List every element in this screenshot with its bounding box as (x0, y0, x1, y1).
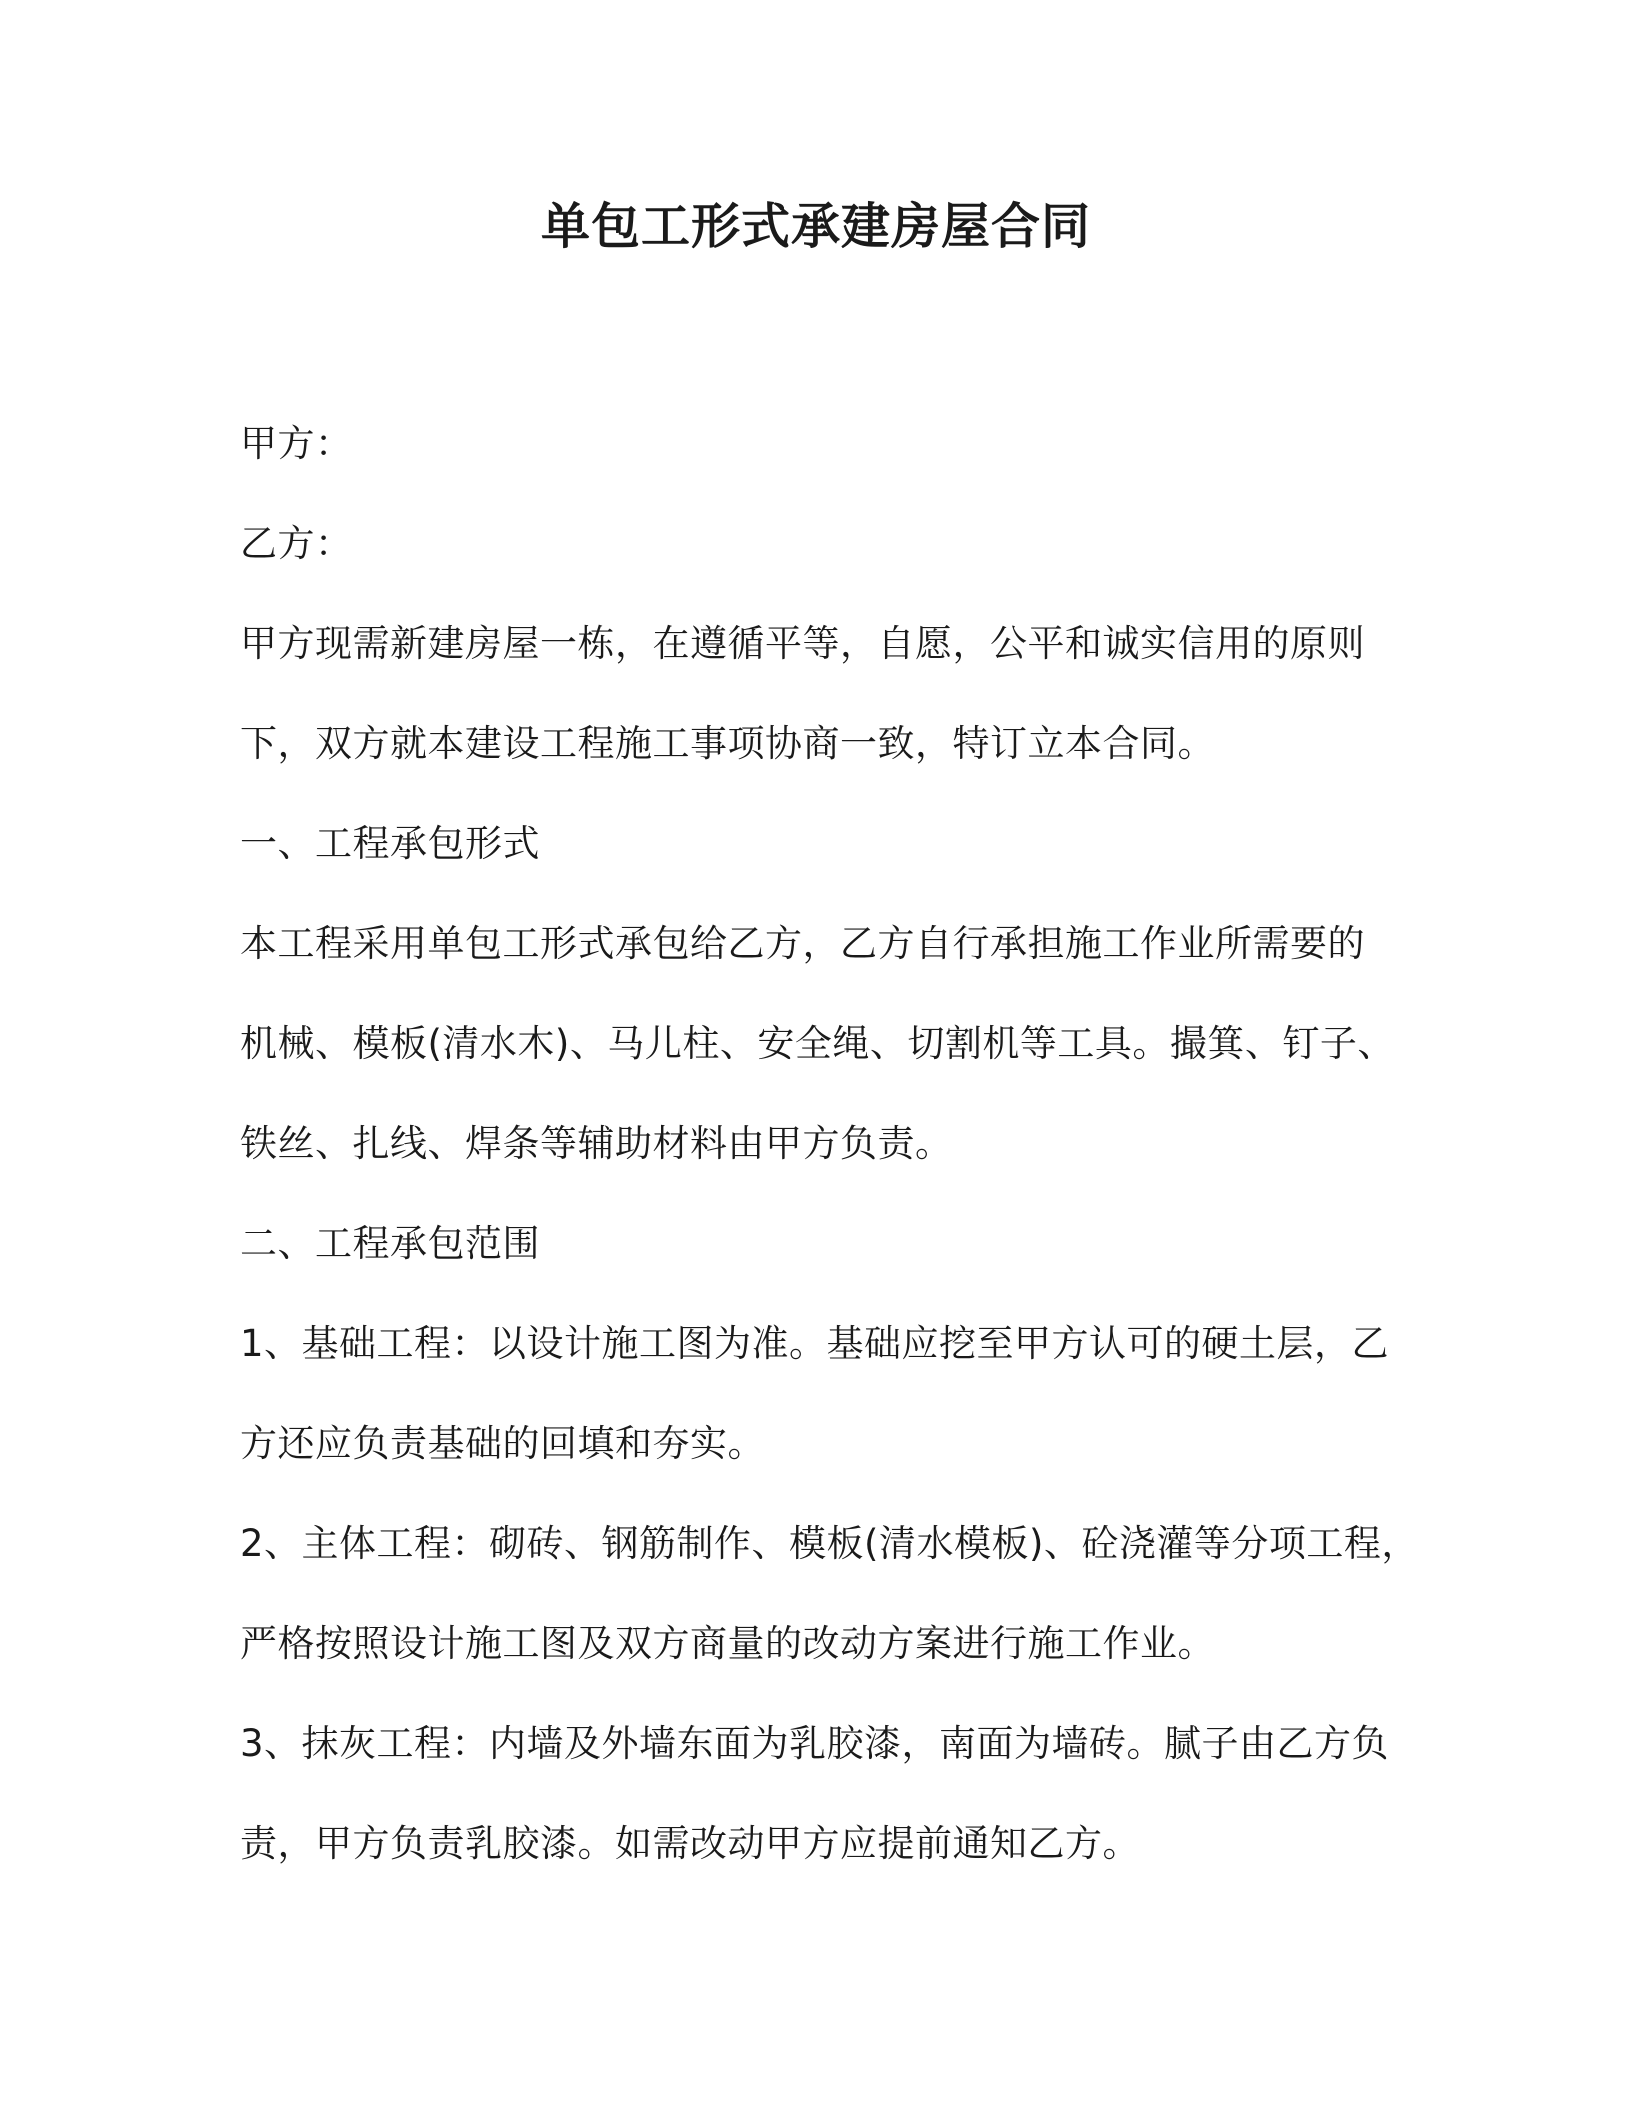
section-1-heading: 一、工程承包形式 (240, 822, 540, 865)
item-2-line-2: 严格按照设计施工图及双方商量的改动方案进行施工作业。 (240, 1622, 1215, 1665)
preamble-line-1: 甲方现需新建房屋一栋，在遵循平等，自愿，公平和诚实信用的原则 (240, 622, 1365, 665)
preamble-line-2: 下，双方就本建设工程施工事项协商一致，特订立本合同。 (240, 722, 1215, 765)
section-1-line-3: 铁丝、扎线、焊条等辅助材料由甲方负责。 (240, 1122, 953, 1165)
section-1-line-1: 本工程采用单包工形式承包给乙方，乙方自行承担施工作业所需要的 (240, 922, 1365, 965)
item-1-line-2: 方还应负责基础的回填和夯实。 (240, 1422, 765, 1465)
item-2-line-1: 2、主体工程：砌砖、钢筋制作、模板(清水模板)、砼浇灌等分项工程， (240, 1522, 1419, 1565)
item-1-line-1: 1、基础工程：以设计施工图为准。基础应挖至甲方认可的硬土层，乙 (240, 1322, 1390, 1365)
party-a-line: 甲方： (240, 422, 353, 465)
party-b-line: 乙方： (240, 522, 353, 565)
item-3-line-1: 3、抹灰工程：内墙及外墙东面为乳胶漆，南面为墙砖。腻子由乙方负 (240, 1722, 1390, 1765)
item-3-line-2: 责，甲方负责乳胶漆。如需改动甲方应提前通知乙方。 (240, 1822, 1140, 1865)
section-1-line-2: 机械、模板(清水木)、马儿柱、安全绳、切割机等工具。撮箕、钉子、 (240, 1022, 1395, 1065)
section-2-heading: 二、工程承包范围 (240, 1222, 540, 1265)
document-title: 单包工形式承建房屋合同 (540, 198, 1091, 255)
